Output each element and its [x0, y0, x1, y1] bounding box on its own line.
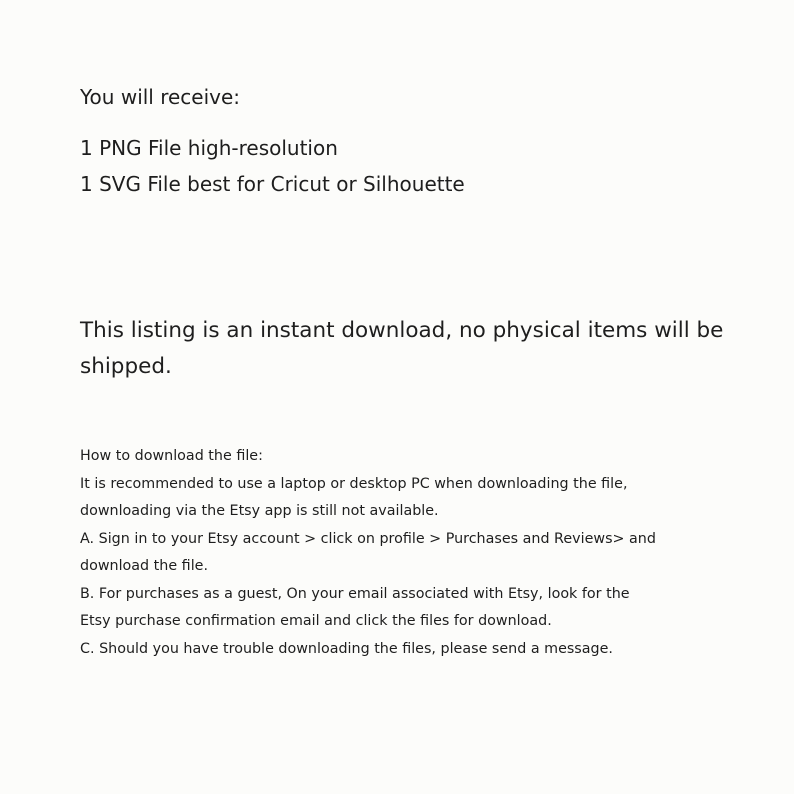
notice-line-1: This listing is an instant download, no physical items will be — [80, 318, 724, 343]
instant-download-notice — [80, 313, 740, 385]
receive-item-png: 1 PNG File high-resolution — [80, 136, 338, 160]
receive-list — [80, 130, 465, 202]
download-line-app-note: downloading via the Etsy app is still not available. — [80, 503, 439, 519]
receive-item-svg: 1 SVG File best for Cricut or Silhouette — [80, 172, 465, 196]
download-instructions — [80, 443, 730, 663]
receive-heading: You will receive: — [80, 85, 241, 109]
download-line-recommendation: It is recommended to use a laptop or desktop PC when downloading the file, — [80, 475, 628, 492]
notice-line-2: shipped. — [80, 354, 172, 379]
download-line-step-a: A. Sign in to your Etsy account > click on profile > Purchases and Reviews> and — [80, 530, 656, 547]
download-line-step-b-cont: Etsy purchase confirmation email and click the files for download. — [80, 613, 552, 629]
download-heading: How to download the file: — [80, 448, 263, 464]
download-line-step-c: C. Should you have trouble downloading the files, please send a message. — [80, 640, 613, 657]
download-line-step-b: B. For purchases as a guest, On your email associated with Etsy, look for the — [80, 585, 630, 602]
download-line-step-a-cont: download the file. — [80, 558, 209, 574]
